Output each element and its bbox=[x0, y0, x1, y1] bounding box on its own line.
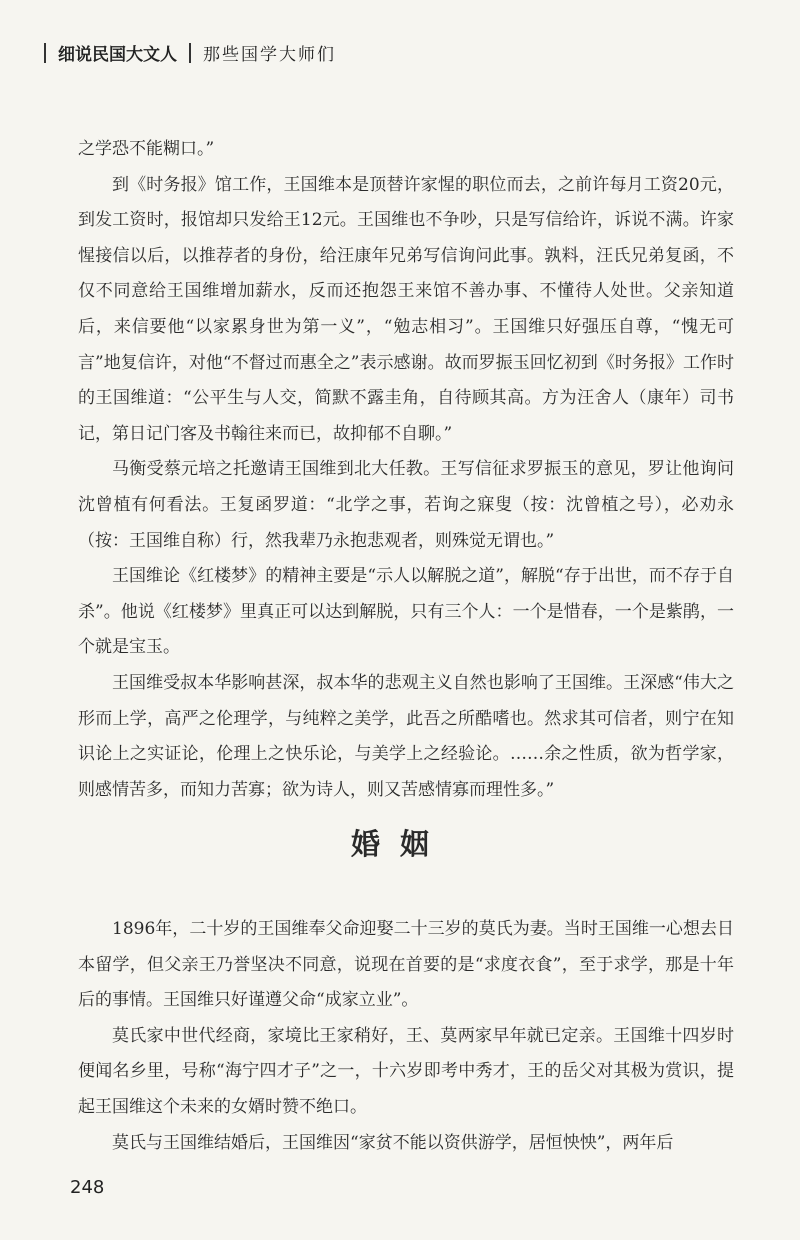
section-heading: 婚姻 bbox=[350, 827, 449, 861]
series-title: 那些国学大师们 bbox=[203, 45, 336, 65]
body-text-lower bbox=[78, 912, 734, 1161]
paragraph: 王国维受叔本华影响甚深，叔本华的悲观主义自然也影响了王国维。王深感“伟大之形而上学，高严之伦理学，与纯粹之美学，此吾之所酷嗜也。然求其可信者，则宁在知识论上之实证论，伦理上之快乐论，与美学上之经验论。……余之性质，欲为哲学家，则感情苦多，而知力苦寡；欲为诗人，则又苦感情寡而理性多。” bbox=[78, 672, 734, 800]
book-title: 细说民国大文人 bbox=[58, 45, 177, 65]
header-divider-middle bbox=[189, 43, 191, 63]
paragraph: 莫氏与王国维结婚后，王国维因“家贫不能以资供游学，居恒怏怏”，两年后 bbox=[112, 1132, 674, 1153]
paragraph: 王国维论《红楼梦》的精神主要是“示人以解脱之道”，解脱“存于出世，而不存于自杀”。他说《红楼梦》里真正可以达到解脱，只有三个人：一个是惜春，一个是紫鹃，一个就是宝玉。 bbox=[78, 566, 734, 658]
header-divider-left bbox=[44, 43, 46, 63]
paragraph: 到《时务报》馆工作，王国维本是顶替许家惺的职位而去，之前许每月工资20元，到发工资时，报馆却只发给王12元。王国维也不争吵，只是写信给许，诉说不满。许家惺接信以后，以推荐者的身份，给汪康年兄弟写信询问此事。孰料，汪氏兄弟复函，不仅不同意给王国维增加薪水，反而还抱怨王来馆不善办事、不懂待人处世。父亲知道后，来信要他“以家累身世为第一义”，“勉志相习”。王国维只好强压自尊，“愧无可言”地复信许，对他“不督过而惠全之”表示感谢。故而罗振玉回忆初到《时务报》工作时的王国维道：“公平生与人交，简默不露圭角，自待顾其高。方为汪舍人（康年）司书记，第日记门客及书翰往来而已，故抑郁不自聊。” bbox=[78, 174, 734, 444]
paragraph: 莫氏家中世代经商，家境比王家稍好，王、莫两家早年就已定亲。王国维十四岁时便闻名乡里，号称“海宁四才子”之一，十六岁即考中秀才，王的岳父对其极为赏识，提起王国维这个未来的女婿时赞不绝口。 bbox=[78, 1025, 734, 1117]
paragraph: 马衡受蔡元培之托邀请王国维到北大任教。王写信征求罗振玉的意见，罗让他询问沈曾植有何看法。王复函罗道：“北学之事，若询之寐叟（按：沈曾植之号），必劝永（按：王国维自称）行，然我辈乃永抱悲观者，则殊觉无谓也。” bbox=[78, 459, 734, 551]
paragraph-continuation: 之学恐不能糊口。” bbox=[78, 139, 215, 159]
running-head bbox=[32, 40, 336, 65]
page-number: 248 bbox=[70, 1177, 105, 1198]
body-text-upper bbox=[78, 132, 734, 808]
paragraph: 1896年，二十岁的王国维奉父命迎娶二十三岁的莫氏为妻。当时王国维一心想去日本留学，但父亲王乃誉坚决不同意，说现在首要的是“求度衣食”，至于求学，那是十年后的事情。王国维只好谨遵父命“成家立业”。 bbox=[78, 919, 734, 1011]
